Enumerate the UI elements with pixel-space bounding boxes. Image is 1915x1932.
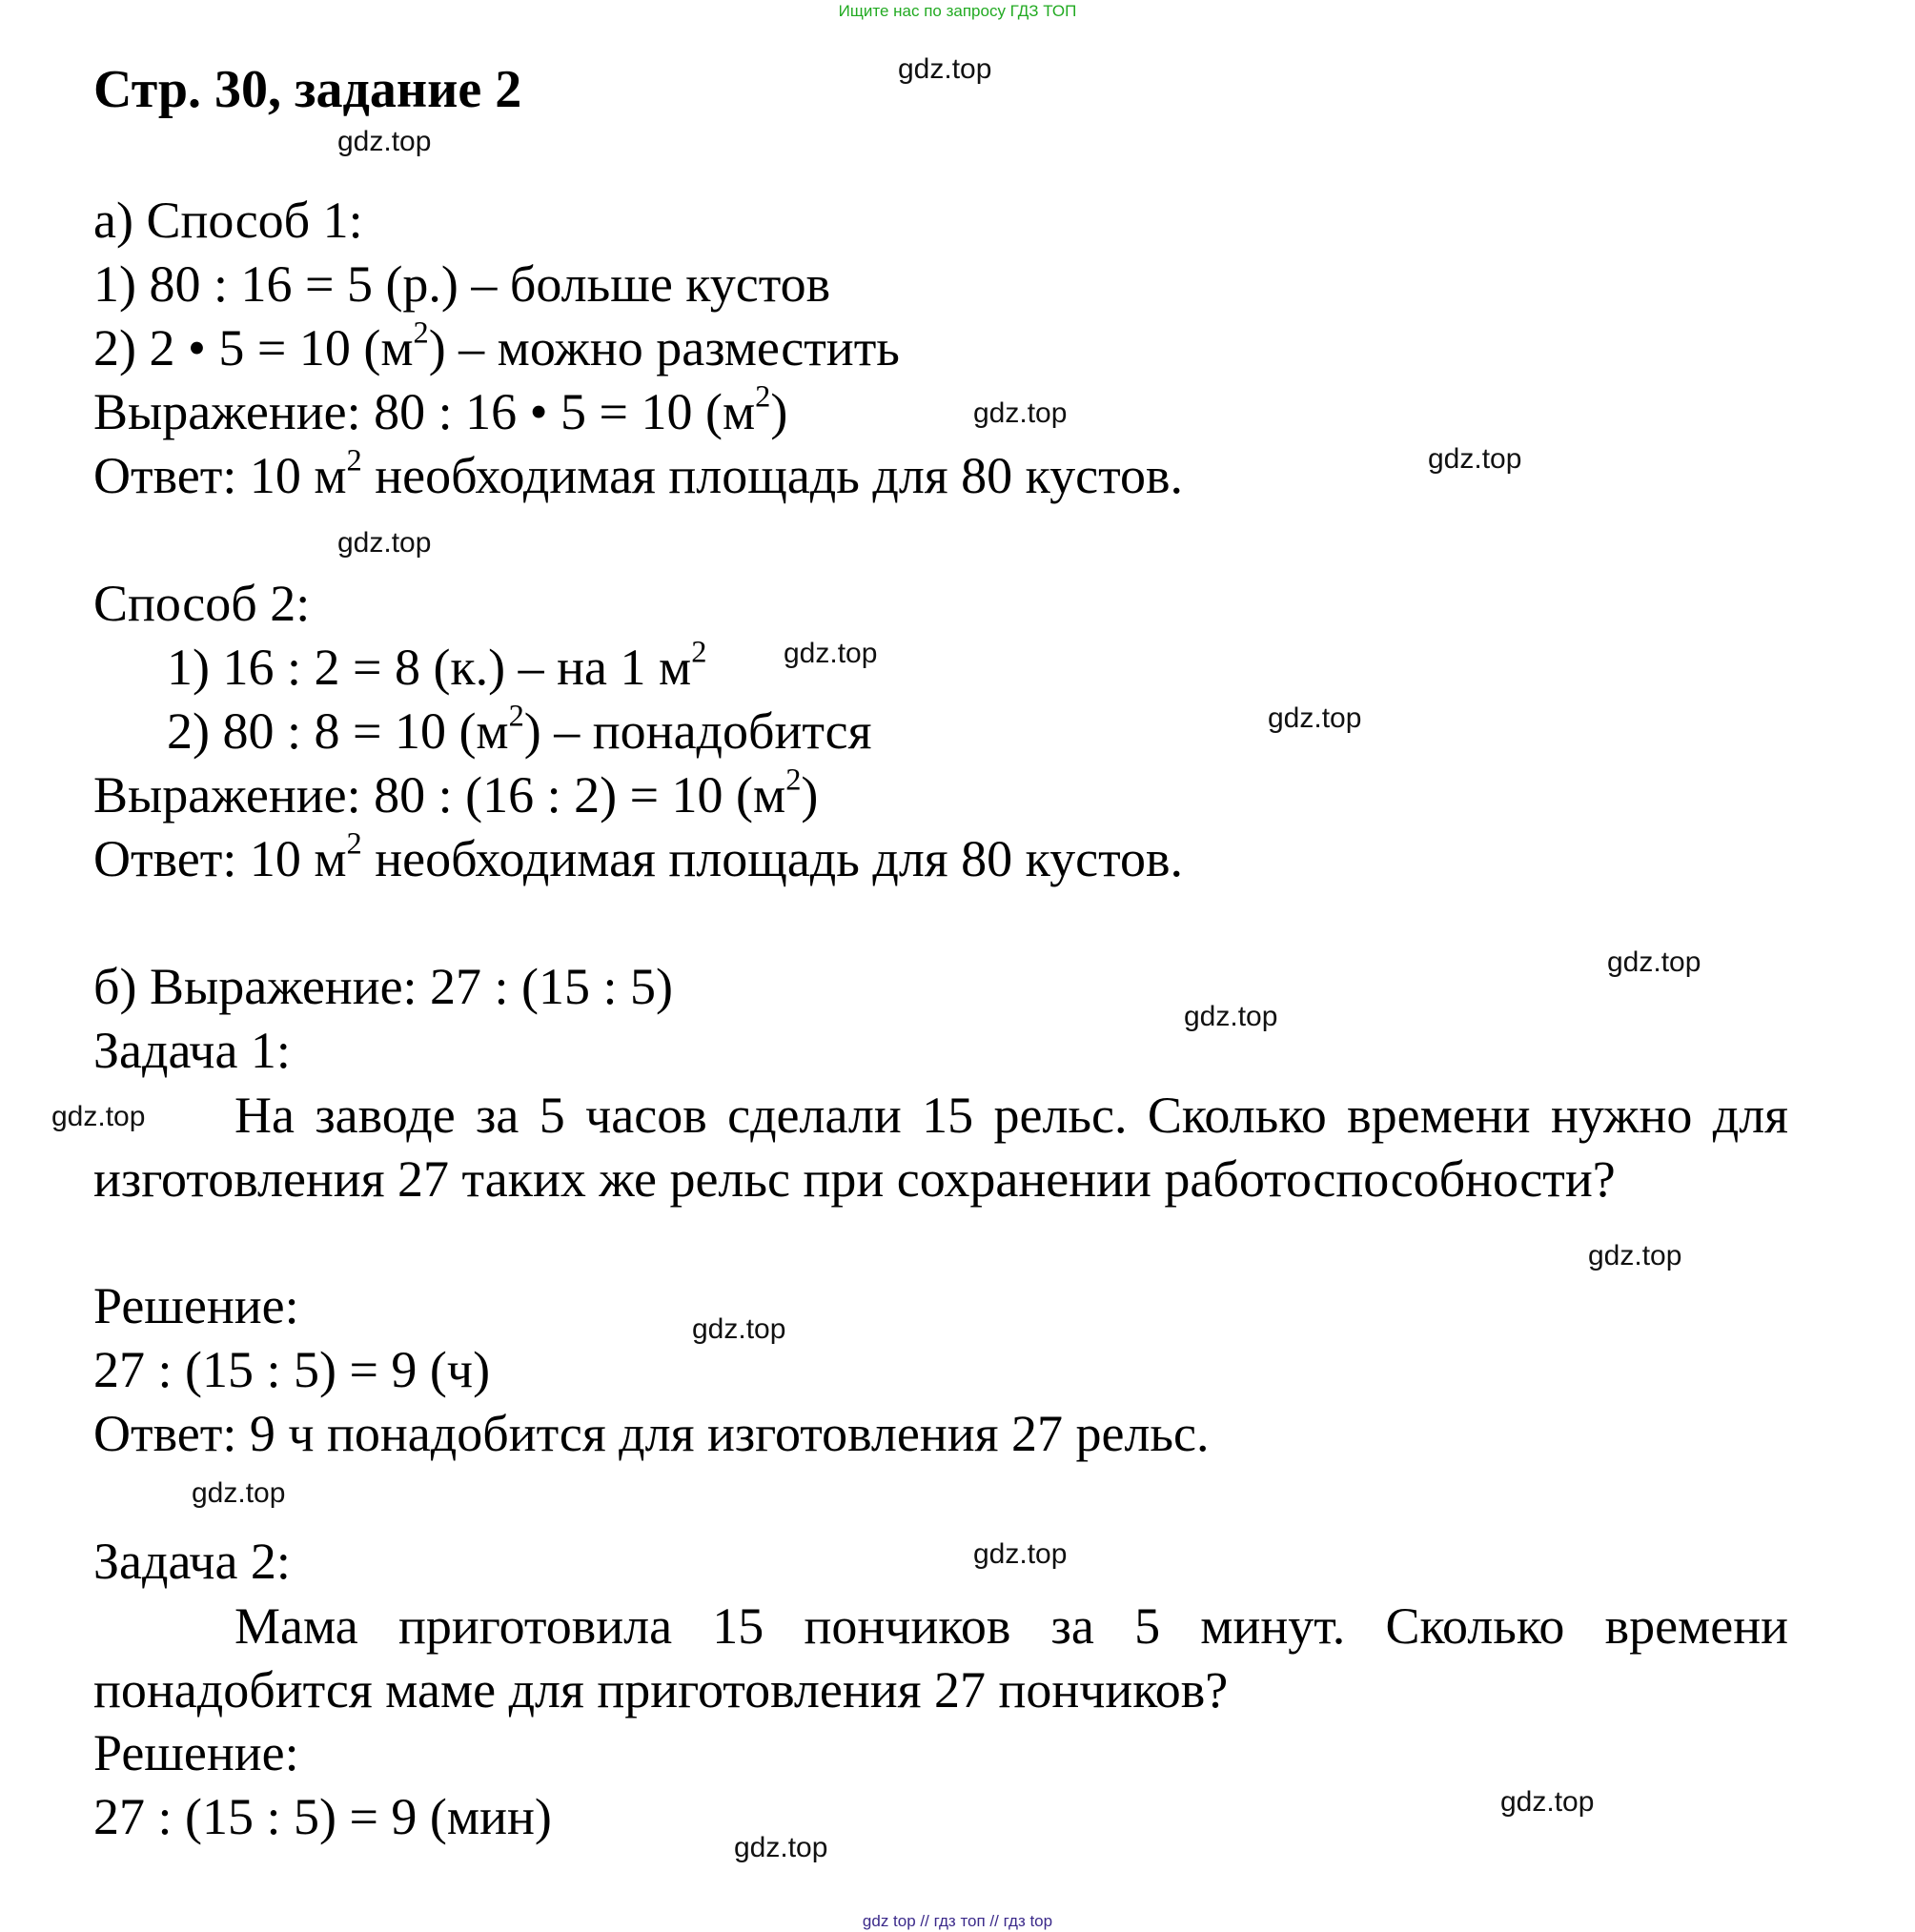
way1-heading: а) Способ 1: bbox=[93, 192, 363, 249]
task1-solution: 27 : (15 : 5) = 9 (ч) bbox=[93, 1341, 491, 1398]
footer: gdz top // гдз топ // гдз top bbox=[862, 1912, 1053, 1930]
part-b-expression: б) Выражение: 27 : (15 : 5) bbox=[93, 958, 674, 1015]
page-title: Стр. 30, задание 2 bbox=[93, 60, 522, 119]
task1-answer: Ответ: 9 ч понадобится для изготовления 27 рельс. bbox=[93, 1405, 1210, 1462]
way2-answer: Ответ: 10 $м^2$ необходимая площадь для 80 кустов. bbox=[93, 826, 1183, 887]
watermark: gdz.top bbox=[192, 1477, 286, 1509]
task1-text: На заводе за 5 часов сделали 15 рельс. Сколько времени нужно для изготовления 27 таких же рельс при сохранении работоспособности? bbox=[93, 1087, 1788, 1208]
watermark: gdz.top bbox=[1500, 1786, 1595, 1818]
watermark: gdz.top bbox=[1428, 443, 1522, 475]
way2-step2: 2) 80 : 8 = 10 $(м^2)$ – понадобится bbox=[167, 699, 872, 760]
way2-heading: Способ 2: bbox=[93, 575, 311, 632]
way1-expression: Выражение: 80 : 16 • 5 = 10 $(м^2)$ bbox=[93, 379, 788, 440]
watermark: gdz.top bbox=[973, 397, 1068, 429]
way1-step2: 2) 2 • 5 = 10 $(м^2)$ – можно разместить bbox=[93, 315, 900, 376]
task1-solution-label: Решение: bbox=[93, 1277, 299, 1334]
watermark: gdz.top bbox=[898, 53, 992, 85]
task2-solution-label: Решение: bbox=[93, 1724, 299, 1781]
watermark: gdz.top bbox=[51, 1101, 146, 1132]
watermark: gdz.top bbox=[337, 126, 432, 157]
watermark: gdz.top bbox=[337, 527, 432, 559]
task2-text: Мама приготовила 15 пончиков за 5 минут. Сколько времени понадобится маме для приготовления 27 пончиков? bbox=[93, 1597, 1788, 1718]
way2-step1: 1) 16 : 2 = 8 (к.) – на 1 $м^2$ bbox=[167, 635, 707, 696]
task2-solution: 27 : (15 : 5) = 9 (мин) bbox=[93, 1788, 552, 1845]
top-banner: Ищите нас по запросу ГДЗ ТОП bbox=[838, 2, 1077, 20]
way1-step1: 1) 80 : 16 = 5 (р.) – больше кустов bbox=[93, 255, 831, 313]
watermark: gdz.top bbox=[692, 1313, 786, 1345]
watermark: gdz.top bbox=[1184, 1001, 1278, 1032]
task1-heading: Задача 1: bbox=[93, 1022, 291, 1079]
way1-answer: Ответ: 10 $м^2$ необходимая площадь для 80 кустов. bbox=[93, 443, 1183, 504]
watermark: gdz.top bbox=[734, 1832, 828, 1863]
watermark: gdz.top bbox=[1607, 946, 1701, 978]
way2-expression: Выражение: 80 : (16 : 2) = 10 $(м^2)$ bbox=[93, 763, 819, 824]
watermark: gdz.top bbox=[1268, 702, 1362, 734]
watermark: gdz.top bbox=[784, 638, 878, 669]
watermark: gdz.top bbox=[973, 1538, 1068, 1570]
watermark: gdz.top bbox=[1588, 1240, 1682, 1271]
task2-heading: Задача 2: bbox=[93, 1533, 291, 1590]
